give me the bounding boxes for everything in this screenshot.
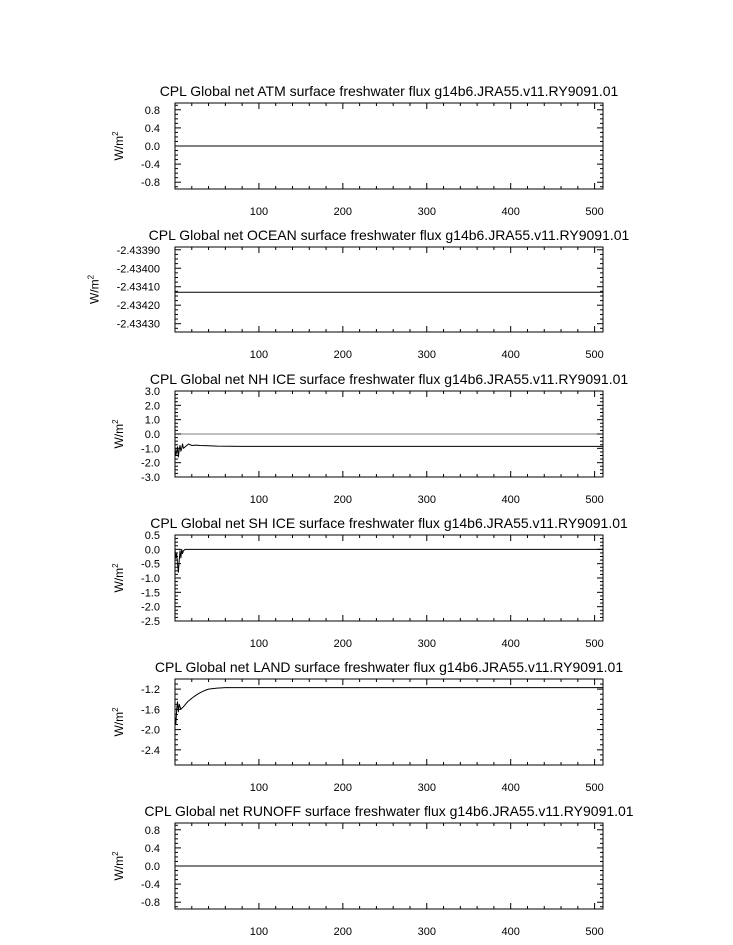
y-tick-label: 0.8 [144, 104, 160, 117]
panel-title: CPL Global net RUNOFF surface freshwater flux g14b6.JRA55.v11.RY9091.01 [144, 803, 634, 819]
x-tick-label: 100 [249, 206, 269, 218]
x-tick-label: 300 [417, 782, 436, 794]
y-axis-label [111, 707, 126, 737]
x-tick-label: 400 [501, 926, 520, 938]
x-tick-label: 100 [249, 638, 269, 650]
y-axis-label-unit: W/m [112, 135, 127, 161]
y-tick-label: -2.0 [141, 601, 160, 614]
y-tick-label: 0.5 [144, 530, 160, 542]
y-tick-label: -1.6 [141, 704, 160, 717]
y-tick-label: 0.4 [144, 122, 160, 135]
plot-frame [175, 247, 603, 332]
y-tick-label: -1.2 [141, 684, 160, 697]
y-axis-label [111, 419, 126, 449]
y-tick-label: -1.0 [141, 573, 160, 585]
plot-frame [175, 679, 603, 765]
x-tick-label: 200 [333, 638, 353, 650]
panel-title: CPL Global net NH ICE surface freshwater flux g14b6.JRA55.v11.RY9091.01 [149, 371, 629, 387]
x-tick-label: 500 [585, 782, 604, 794]
y-tick-label: -2.43430 [116, 318, 160, 331]
y-axis-label-unit: W/m [112, 567, 127, 593]
y-tick-label: 0.4 [144, 842, 160, 855]
y-tick-label: -2.5 [141, 616, 160, 628]
y-tick-label: -2.0 [141, 724, 160, 737]
panel-1 [86, 227, 629, 361]
y-axis-label-exponent: 2 [111, 131, 121, 136]
y-tick-label: -0.4 [141, 159, 160, 172]
y-axis-label [111, 131, 126, 161]
y-tick-label: 0.8 [144, 824, 160, 837]
y-tick-label: -3.0 [141, 472, 160, 484]
y-axis-label-exponent: 2 [111, 707, 121, 712]
x-tick-label: 300 [417, 206, 436, 218]
x-tick-label: 100 [249, 494, 269, 506]
x-tick-label: 300 [417, 349, 436, 361]
x-tick-label: 400 [501, 206, 520, 218]
y-axis-label-exponent: 2 [111, 851, 121, 856]
y-tick-label: -0.8 [141, 897, 160, 910]
y-tick-label: -2.43420 [116, 300, 160, 313]
x-tick-label: 300 [417, 638, 436, 650]
x-tick-label: 400 [501, 494, 520, 506]
x-tick-label: 500 [585, 638, 604, 650]
panel-5 [111, 803, 634, 938]
x-tick-label: 300 [417, 926, 436, 938]
y-tick-label: 0.0 [144, 141, 160, 153]
y-axis-label-unit: W/m [112, 855, 127, 881]
panel-title: CPL Global net ATM surface freshwater flux g14b6.JRA55.v11.RY9091.01 [159, 83, 619, 99]
y-tick-label: 2.0 [144, 400, 160, 413]
x-tick-label: 500 [585, 926, 604, 938]
x-tick-label: 400 [501, 349, 520, 361]
y-axis-label-exponent: 2 [111, 419, 121, 424]
y-tick-label: 0.0 [144, 861, 160, 873]
x-tick-label: 200 [333, 494, 353, 506]
y-tick-label: -0.8 [141, 177, 160, 190]
plot-frame [175, 535, 603, 621]
y-axis-label-unit: W/m [112, 711, 127, 737]
x-tick-label: 300 [417, 494, 436, 506]
y-tick-label: 0.0 [144, 544, 160, 557]
y-tick-label: 0.0 [144, 429, 160, 441]
x-tick-label: 500 [585, 349, 604, 361]
panel-title: CPL Global net OCEAN surface freshwater flux g14b6.JRA55.v11.RY9091.01 [148, 227, 630, 243]
x-tick-label: 200 [333, 782, 353, 794]
panel-4 [111, 659, 623, 794]
series-line [175, 688, 603, 725]
y-tick-label: -2.0 [141, 457, 160, 470]
y-axis-label-unit: W/m [87, 279, 102, 305]
y-tick-label: 1.0 [144, 414, 160, 427]
x-tick-label: 100 [249, 782, 269, 794]
y-tick-label: -0.4 [141, 879, 160, 892]
series-line [175, 444, 603, 457]
y-axis-label-exponent: 2 [111, 563, 121, 568]
y-tick-label: -2.4 [141, 744, 160, 757]
y-tick-label: -1.5 [141, 587, 160, 600]
x-tick-label: 200 [333, 926, 353, 938]
x-tick-label: 100 [249, 926, 269, 938]
y-axis-label-unit: W/m [112, 423, 127, 449]
x-tick-label: 100 [249, 349, 269, 361]
y-axis-label [86, 274, 101, 304]
panel-0 [111, 83, 618, 218]
y-axis-label-exponent: 2 [86, 274, 96, 280]
panel-3 [111, 515, 628, 650]
y-axis-label [111, 851, 126, 881]
y-tick-label: -2.43390 [116, 244, 160, 257]
y-tick-label: -2.43410 [116, 281, 160, 294]
y-tick-label: -2.43400 [116, 263, 160, 276]
y-tick-label: 3.0 [144, 386, 160, 398]
panel-title: CPL Global net SH ICE surface freshwater flux g14b6.JRA55.v11.RY9091.01 [150, 515, 628, 531]
y-axis-label [111, 563, 126, 593]
y-tick-label: -0.5 [141, 558, 160, 571]
x-tick-label: 200 [333, 206, 353, 218]
x-tick-label: 200 [333, 349, 353, 361]
x-tick-label: 400 [501, 782, 520, 794]
panel-2 [111, 371, 628, 506]
x-tick-label: 500 [585, 494, 604, 506]
y-tick-label: -1.0 [141, 443, 160, 456]
x-tick-label: 400 [501, 638, 520, 650]
x-tick-label: 500 [585, 206, 604, 218]
series-line [175, 549, 603, 572]
panel-title: CPL Global net LAND surface freshwater flux g14b6.JRA55.v11.RY9091.01 [154, 659, 624, 675]
